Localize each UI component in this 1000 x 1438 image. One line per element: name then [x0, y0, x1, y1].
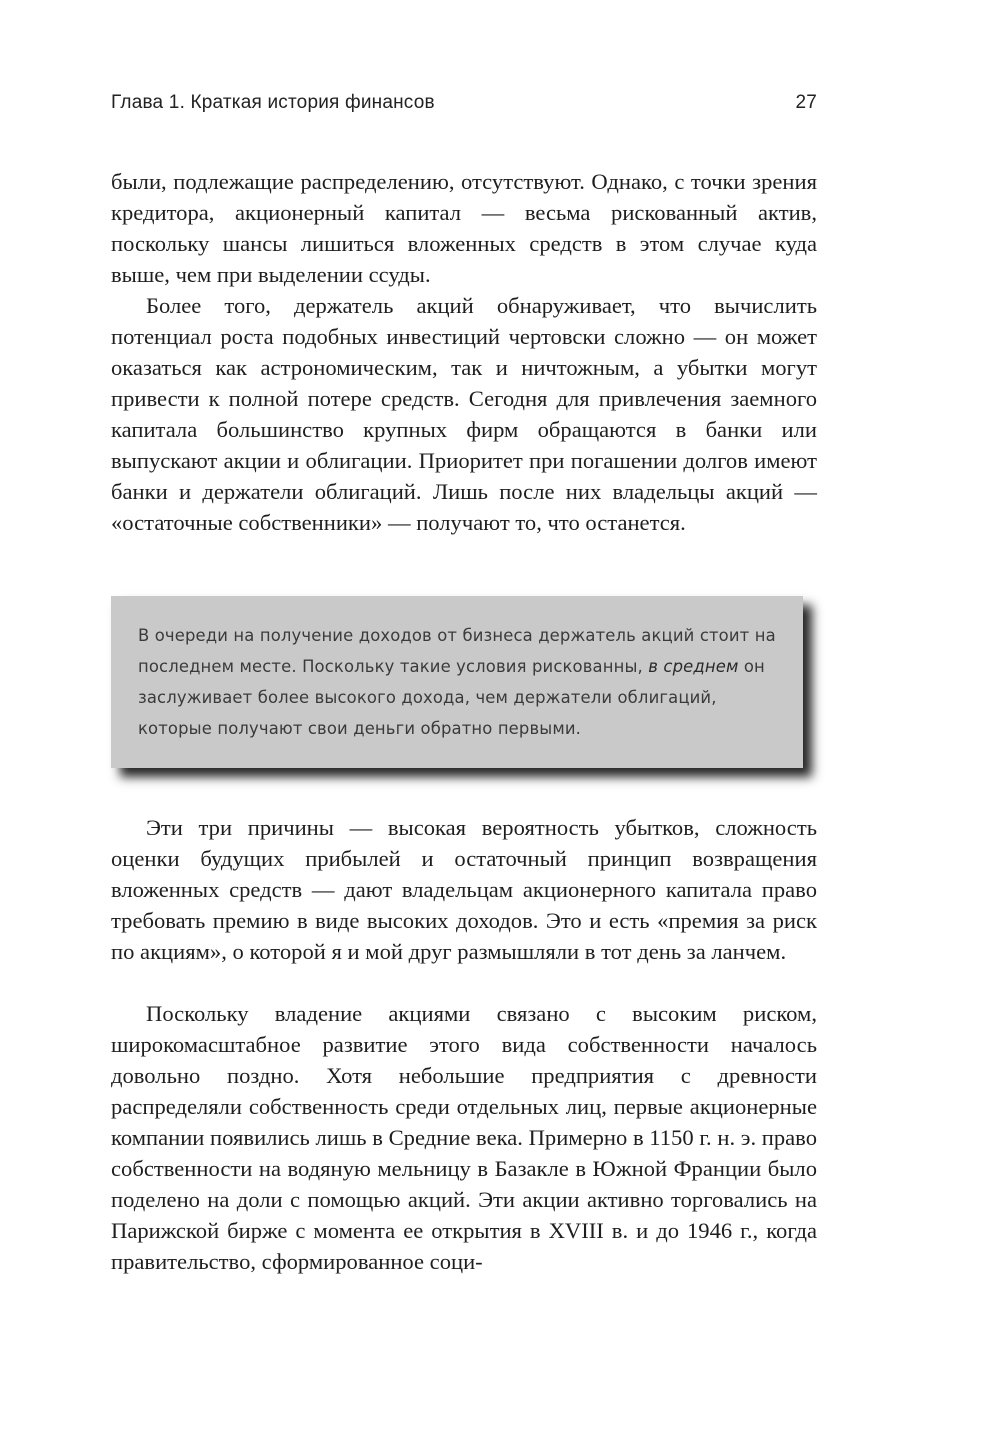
callout-text-after: он заслуживает более высокого дохода, чем держатели облигаций, которые получают свои деньги обратно первыми. [138, 657, 765, 738]
running-header [111, 92, 817, 122]
paragraph-shareholder-risk: Более того, держатель акций обнаруживает, что вычислить потенциал роста подобных инвестиций чертовски сложно — он может оказаться как астрономическим, так и ничтожным, а убытки могут привести к полной потере средств. Сегодня для привлечения заемного капитала большинство крупных фирм обращаются в банки или выпускают акции и облигации. Приоритет при погашении долгов имеют банки и держатели облигаций. Лишь после них владельцы акций — «остаточные собственники» — получают то, что останется. [111, 293, 817, 535]
callout-emphasis: в среднем [648, 657, 739, 676]
callout-text-before: В очереди на получение доходов от бизнеса держатель акций стоит на последнем месте. Поскольку такие условия рискованны, [138, 626, 776, 676]
paragraph-history: Поскольку владение акциями связано с высоким риском, широкомасштабное развитие этого вида собственности началось довольно поздно. Хотя небольшие предприятия с древности распределяли собственность среди отдельных лиц, первые акционерные компании появились лишь в Средние века. Примерно в 1150 г. н. э. право собственности на водяную мельницу в Базакле в Южной Франции было поделено на доли с помощью акций. Эти акции активно торговались на Парижской бирже с момента ее открытия в XVIII в. и до 1946 г., когда правительство, сформированное соци- [111, 1001, 817, 1274]
paragraph-continuation: были, подлежащие распределению, отсутствуют. Однако, с точки зрения кредитора, акционерный капитал — весьма рискованный актив, поскольку шансы лишиться вложенных средств в этом случае куда выше, чем при выделении ссуды. [111, 169, 817, 287]
paragraph-three-reasons: Эти три причины — высокая вероятность убытков, сложность оценки будущих прибылей и остаточный принцип возвращения вложенных средств — дают владельцам акционерного капитала право требовать премию в виде высоких доходов. Это и есть «премия за риск по акциям», о которой я и мой друг размышляли в тот день за ланчем. [111, 815, 817, 964]
chapter-title: Глава 1. Краткая история финансов [111, 92, 435, 113]
callout-box [111, 596, 803, 768]
page-number: 27 [795, 92, 817, 113]
callout-text [138, 620, 784, 744]
